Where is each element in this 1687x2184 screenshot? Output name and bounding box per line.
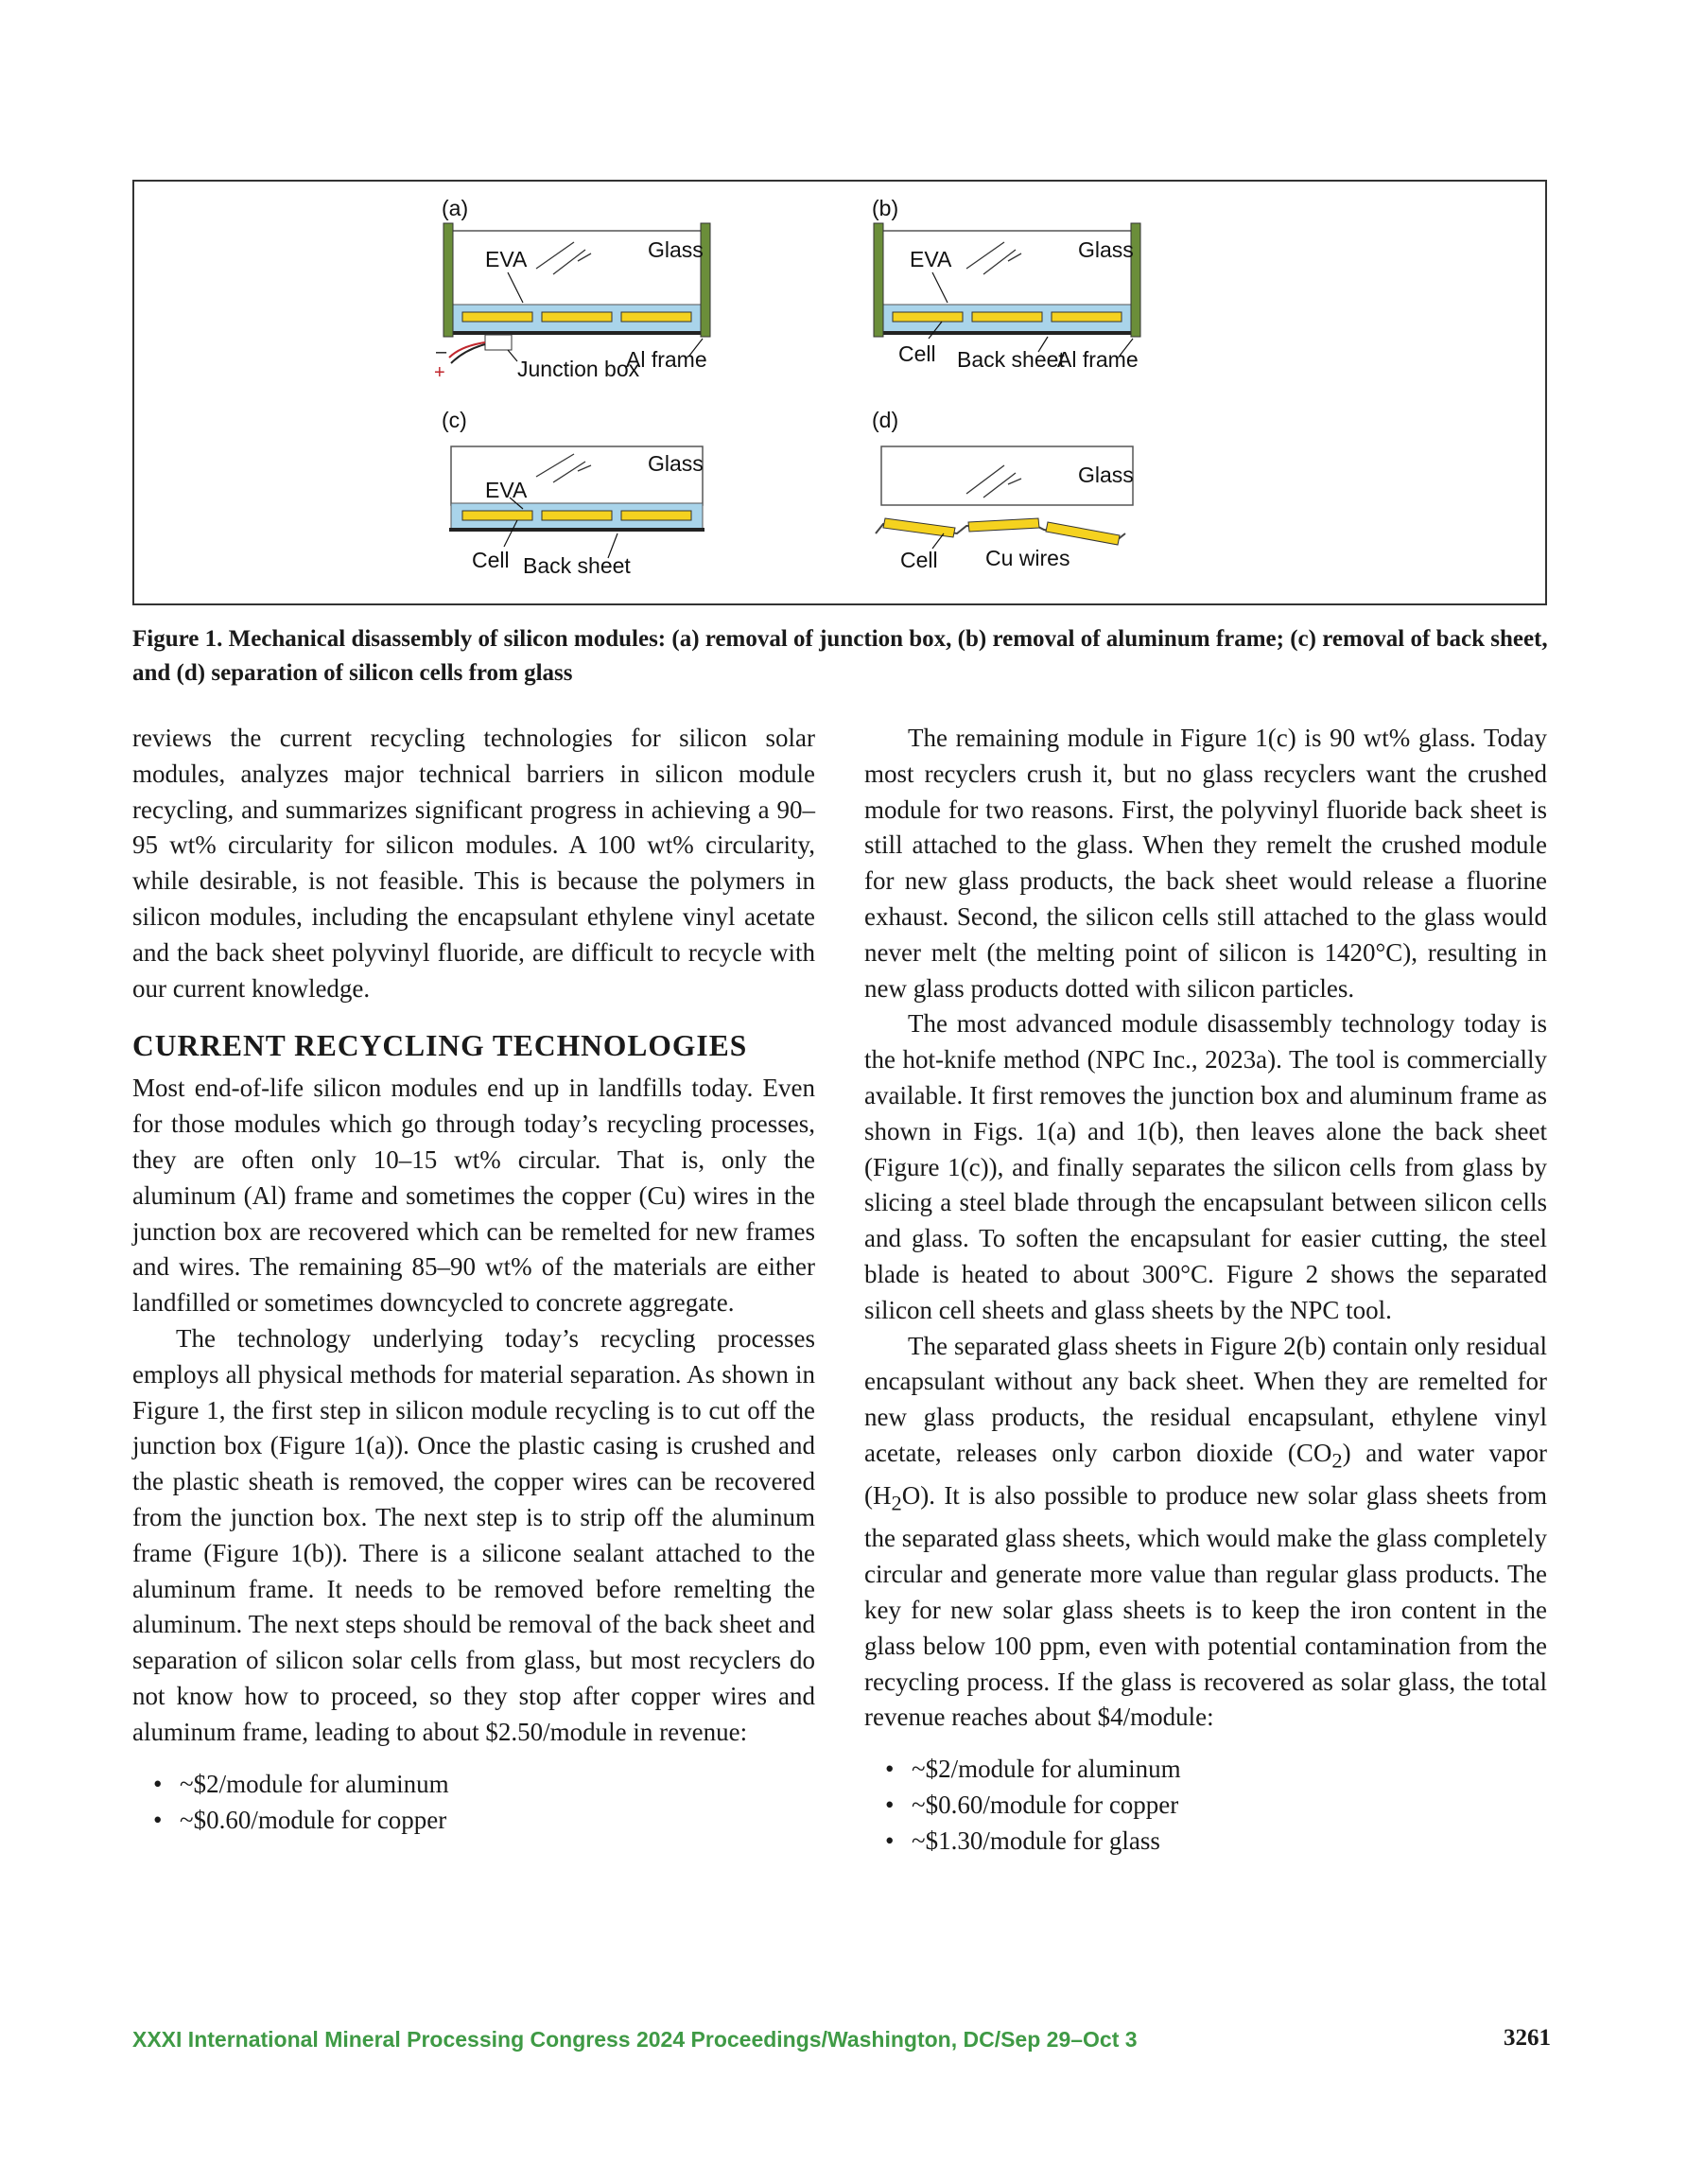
- panel-d-cu-wires-label: Cu wires: [985, 546, 1070, 570]
- panel-c-cell: [542, 511, 612, 520]
- panel-c-label: (c): [442, 408, 467, 432]
- panel-a-cell: [462, 312, 532, 322]
- panel-c-cell: [621, 511, 691, 520]
- panel-d-cell: [883, 518, 955, 537]
- list-item: • ~$0.60/module for copper: [912, 1787, 1547, 1823]
- panel-d-label: (d): [872, 408, 899, 432]
- paragraph: Most end-of-life silicon modules end up in landfills today. Even for those modules which go through today’s recycling processes, they are often only 10–15 wt% circular. That is, only the aluminum (Al) frame and sometimes the copper (Cu) wires in the junction box are recovered which can be remelted for new frames and wires. The remaining 85–90 wt% of the materials are either landfilled or sometimes downcycled to concrete aggregate.: [132, 1074, 815, 1318]
- conference-name: XXXI International Mineral Processing Congress 2024 Proceedings/Washington, DC/Sep 29–Oct 3: [132, 2027, 1138, 2052]
- figure-1: [132, 180, 1547, 605]
- panel-a-junction-box: [485, 335, 512, 350]
- panel-d-cell-label: Cell: [900, 548, 938, 572]
- text-run: O). It is also possible to produce new solar glass sheets from the separated glass sheets, which would make the glass completely circular and generate more value than regular glass products. The key for new solar glass sheets is to keep the iron content in the glass below 100 ppm, even with potential contamination from the recycling process. If the glass is recovered as solar glass, the total revenue reaches about $4/module:: [864, 1481, 1547, 1732]
- panel-b-al-frame-left: [874, 223, 883, 337]
- panel-c-cell-label: Cell: [472, 548, 510, 572]
- right-column: [864, 721, 1547, 1859]
- panel-d-cell: [1046, 522, 1120, 545]
- subscript: 2: [1331, 1448, 1343, 1473]
- panel-d: [872, 408, 1134, 572]
- list-item: • ~$0.60/module for copper: [180, 1802, 815, 1838]
- paragraph: reviews the current recycling technologies for silicon solar modules, analyzes major technical barriers in silicon module recycling, and summarizes significant progress in achieving a 90–95 wt% circularity for silicon modules. A 100 wt% circularity, while desirable, is not feasible. This is because the polymers in silicon modules, including the encapsulant ethylene vinyl acetate and the back sheet polyvinyl fluoride, are difficult to recycle with our current knowledge.: [132, 724, 815, 1003]
- panel-c: [442, 408, 704, 578]
- subscript: 2: [891, 1491, 902, 1515]
- panel-a-glass-label: Glass: [648, 237, 704, 262]
- section-heading: CURRENT RECYCLING TECHNOLOGIES: [132, 1029, 748, 1063]
- panel-a-label: (a): [442, 196, 469, 220]
- panel-a-al-frame-label: Al frame: [626, 347, 707, 372]
- panel-c-back-sheet: [449, 528, 704, 532]
- panel-b-cell: [1052, 312, 1122, 322]
- panel-c-cell: [462, 511, 532, 520]
- panel-d-glass-label: Glass: [1078, 463, 1134, 487]
- panel-c-back-sheet-label: Back sheet: [523, 553, 631, 578]
- panel-a-minus: –: [436, 341, 447, 362]
- revenue-list: [132, 1766, 815, 1838]
- panel-a-eva-label: EVA: [485, 247, 528, 271]
- panel-b-label: (b): [872, 196, 899, 220]
- panel-a-cell: [542, 312, 612, 322]
- panel-d-cell: [968, 518, 1039, 532]
- panel-b-al-frame-label: Al frame: [1057, 347, 1139, 372]
- paragraph: The technology underlying today’s recycling processes employs all physical methods for material separation. As shown in Figure 1, the first step in silicon module recycling is to cut off the junction box (Figure 1(a)). Once the plastic casing is crushed and the plastic sheath is removed, the copper wires can be recovered from the junction box. The next step is to strip off the aluminum frame (Figure 1(b)). There is a silicone sealant attached to the aluminum frame. It needs to be removed before remelting the aluminum. The next steps should be removal of the back sheet and separation of silicon solar cells from glass, but most recyclers do not know how to proceed, so they stop after copper wires and aluminum frame, leading to about $2.50/module in revenue:: [132, 1323, 815, 1746]
- panel-b-eva-label: EVA: [910, 247, 952, 271]
- panel-b-cell: [893, 312, 963, 322]
- list-item: • ~$1.30/module for glass: [912, 1823, 1547, 1859]
- paragraph: [864, 1329, 1547, 1737]
- list-item: • ~$2/module for aluminum: [180, 1766, 815, 1802]
- panel-b-glass-label: Glass: [1078, 237, 1134, 262]
- paragraph: The most advanced module disassembly technology today is the hot-knife method (NPC Inc., 2023a). The tool is commercially available. It first removes the junction box and aluminum frame as shown in Figs. 1(a) and 1(b), then leaves alone the back sheet (Figure 1(c)), and finally separates the silicon cells from glass by slicing a steel blade through the encapsulant between silicon cells and glass. To soften the encapsulant for easier cutting, the steel blade is heated to about 300°C. Figure 2 shows the separated silicon cell sheets and glass sheets by the NPC tool.: [864, 1009, 1547, 1324]
- text-run: The separated glass sheets in Figure 2(b) contain only residual encapsulant without any back sheet. When they are remelted for new glass products, the residual encapsulant, ethylene vinyl acetate, releases only carbon dioxide (CO: [864, 1331, 1547, 1467]
- panel-a-back-sheet: [451, 331, 703, 335]
- figure-1-diagram: [134, 182, 1549, 607]
- panel-a: [434, 196, 710, 383]
- paragraph: The remaining module in Figure 1(c) is 90 wt% glass. Today most recyclers crush it, but no glass recyclers want the crushed module for two reasons. First, the polyvinyl fluoride back sheet is still attached to the glass. When they remelt the crushed module for new glass products, the back sheet would release a fluorine exhaust. Second, the silicon cells still attached to the glass would never melt (the melting point of silicon is 1420°C), resulting in new glass products dotted with silicon particles.: [864, 724, 1547, 1003]
- panel-a-cell: [621, 312, 691, 322]
- page-number: 3261: [1504, 2025, 1551, 2051]
- panel-a-junction-box-label: Junction box: [517, 357, 640, 381]
- panel-a-plus: +: [434, 362, 445, 383]
- figure-caption: Figure 1. Mechanical disassembly of silicon modules: (a) removal of junction box, (b) removal of aluminum frame; (c) removal of back sheet, and (d) separation of silicon cells from glass: [132, 626, 1548, 686]
- revenue-list: [864, 1751, 1547, 1859]
- panel-b-back-sheet-label: Back sheet: [957, 347, 1065, 372]
- panel-b-cell-label: Cell: [898, 341, 936, 366]
- panel-c-glass-label: Glass: [648, 451, 704, 476]
- text-run: ) and water vapor (H: [864, 1438, 1547, 1511]
- panel-c-eva-label: EVA: [485, 478, 528, 502]
- panel-b: [872, 196, 1140, 372]
- panel-b-cell: [972, 312, 1042, 322]
- panel-b-back-sheet: [881, 331, 1133, 335]
- list-item: • ~$2/module for aluminum: [912, 1751, 1547, 1787]
- panel-a-al-frame-left: [443, 223, 453, 337]
- left-column: [132, 721, 815, 1838]
- page-footer: [132, 2027, 1551, 2065]
